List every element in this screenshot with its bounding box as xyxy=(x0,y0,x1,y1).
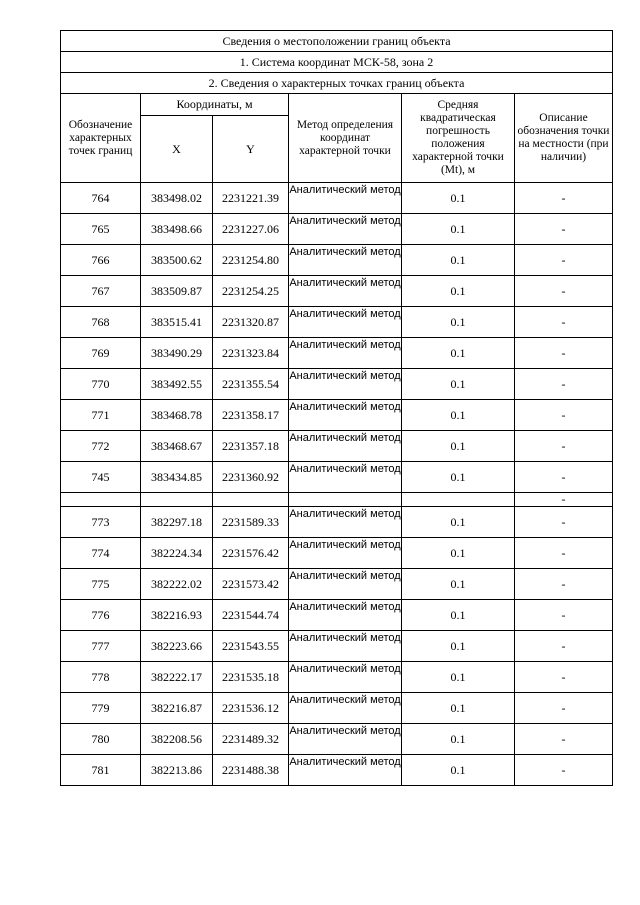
x-cell: 382208.56 xyxy=(141,724,213,755)
x-cell: 382216.87 xyxy=(141,693,213,724)
x-cell: 383468.78 xyxy=(141,400,213,431)
y-cell: 2231489.32 xyxy=(213,724,289,755)
point-cell: 781 xyxy=(61,755,141,786)
table-row xyxy=(61,183,613,214)
method-cell: Аналитический метод xyxy=(289,631,402,662)
method-cell: Аналитический метод xyxy=(289,724,402,755)
x-cell: 383498.02 xyxy=(141,183,213,214)
description-cell: - xyxy=(515,183,613,214)
y-cell: 2231254.25 xyxy=(213,276,289,307)
description-cell: - xyxy=(515,338,613,369)
point-cell: 775 xyxy=(61,569,141,600)
error-cell: 0.1 xyxy=(402,600,515,631)
table-row xyxy=(61,631,613,662)
coordinate-system-row xyxy=(61,52,613,73)
table-row xyxy=(61,400,613,431)
table-row xyxy=(61,307,613,338)
table-row xyxy=(61,600,613,631)
description-cell: - xyxy=(515,369,613,400)
y-cell: 2231544.74 xyxy=(213,600,289,631)
table-row xyxy=(61,662,613,693)
table-row xyxy=(61,538,613,569)
y-cell: 2231320.87 xyxy=(213,307,289,338)
method-cell: Аналитический метод xyxy=(289,431,402,462)
error-cell: 0.1 xyxy=(402,631,515,662)
x-cell: 383498.66 xyxy=(141,214,213,245)
header-error: Средняя квадратическая погрешность положения характерной точки (Mt), м xyxy=(402,94,515,183)
error-cell: 0.1 xyxy=(402,183,515,214)
description-cell: - xyxy=(515,724,613,755)
x-cell: 383515.41 xyxy=(141,307,213,338)
x-cell: 382223.66 xyxy=(141,631,213,662)
y-cell: 2231221.39 xyxy=(213,183,289,214)
table-row xyxy=(61,369,613,400)
points-section-title: 2. Сведения о характерных точках границ объекта xyxy=(61,73,613,94)
description-cell: - xyxy=(515,662,613,693)
point-cell: 745 xyxy=(61,462,141,493)
error-cell: 0.1 xyxy=(402,538,515,569)
method-cell xyxy=(289,493,402,507)
method-cell: Аналитический метод xyxy=(289,600,402,631)
table-row xyxy=(61,338,613,369)
point-cell: 774 xyxy=(61,538,141,569)
description-cell: - xyxy=(515,693,613,724)
y-cell: 2231576.42 xyxy=(213,538,289,569)
point-cell: 770 xyxy=(61,369,141,400)
x-cell: 383492.55 xyxy=(141,369,213,400)
y-cell: 2231589.33 xyxy=(213,507,289,538)
y-cell: 2231358.17 xyxy=(213,400,289,431)
method-cell: Аналитический метод xyxy=(289,693,402,724)
boundary-points-table xyxy=(60,30,613,786)
table-row xyxy=(61,276,613,307)
error-cell: 0.1 xyxy=(402,338,515,369)
header-coordinates: Координаты, м xyxy=(141,94,289,116)
y-cell: 2231488.38 xyxy=(213,755,289,786)
error-cell: 0.1 xyxy=(402,431,515,462)
y-cell: 2231323.84 xyxy=(213,338,289,369)
method-cell: Аналитический метод xyxy=(289,755,402,786)
method-cell: Аналитический метод xyxy=(289,245,402,276)
error-cell: 0.1 xyxy=(402,307,515,338)
error-cell: 0.1 xyxy=(402,276,515,307)
x-cell: 382224.34 xyxy=(141,538,213,569)
y-cell xyxy=(213,493,289,507)
point-cell: 769 xyxy=(61,338,141,369)
table-row xyxy=(61,724,613,755)
error-cell: 0.1 xyxy=(402,569,515,600)
description-cell: - xyxy=(515,245,613,276)
method-cell: Аналитический метод xyxy=(289,276,402,307)
error-cell xyxy=(402,493,515,507)
x-cell: 383468.67 xyxy=(141,431,213,462)
table-row xyxy=(61,214,613,245)
error-cell: 0.1 xyxy=(402,693,515,724)
table-row xyxy=(61,693,613,724)
point-cell: 771 xyxy=(61,400,141,431)
x-cell: 383509.87 xyxy=(141,276,213,307)
method-cell: Аналитический метод xyxy=(289,400,402,431)
y-cell: 2231227.06 xyxy=(213,214,289,245)
table-row xyxy=(61,755,613,786)
y-cell: 2231254.80 xyxy=(213,245,289,276)
error-cell: 0.1 xyxy=(402,214,515,245)
table-row xyxy=(61,245,613,276)
description-cell: - xyxy=(515,493,613,507)
x-cell: 382213.86 xyxy=(141,755,213,786)
description-cell: - xyxy=(515,462,613,493)
point-cell: 772 xyxy=(61,431,141,462)
method-cell: Аналитический метод xyxy=(289,369,402,400)
point-cell: 776 xyxy=(61,600,141,631)
header-y: Y xyxy=(213,116,289,183)
point-cell: 768 xyxy=(61,307,141,338)
table-title: Сведения о местоположении границ объекта xyxy=(61,31,613,52)
y-cell: 2231543.55 xyxy=(213,631,289,662)
point-cell: 765 xyxy=(61,214,141,245)
x-cell: 383434.85 xyxy=(141,462,213,493)
error-cell: 0.1 xyxy=(402,369,515,400)
table-row xyxy=(61,507,613,538)
header-method: Метод определения координат характерной точки xyxy=(289,94,402,183)
header-description: Описание обозначения точки на местности (при наличии) xyxy=(515,94,613,183)
description-cell: - xyxy=(515,276,613,307)
description-cell: - xyxy=(515,431,613,462)
x-cell: 382297.18 xyxy=(141,507,213,538)
method-cell: Аналитический метод xyxy=(289,183,402,214)
description-cell: - xyxy=(515,569,613,600)
description-cell: - xyxy=(515,755,613,786)
method-cell: Аналитический метод xyxy=(289,338,402,369)
description-cell: - xyxy=(515,631,613,662)
table-title-row xyxy=(61,31,613,52)
description-cell: - xyxy=(515,307,613,338)
point-cell: 773 xyxy=(61,507,141,538)
description-cell: - xyxy=(515,214,613,245)
error-cell: 0.1 xyxy=(402,662,515,693)
method-cell: Аналитический метод xyxy=(289,214,402,245)
point-cell: 780 xyxy=(61,724,141,755)
y-cell: 2231357.18 xyxy=(213,431,289,462)
y-cell: 2231355.54 xyxy=(213,369,289,400)
x-cell: 383490.29 xyxy=(141,338,213,369)
error-cell: 0.1 xyxy=(402,462,515,493)
x-cell: 383500.62 xyxy=(141,245,213,276)
method-cell: Аналитический метод xyxy=(289,538,402,569)
point-cell: 767 xyxy=(61,276,141,307)
points-section-row xyxy=(61,73,613,94)
description-cell: - xyxy=(515,507,613,538)
error-cell: 0.1 xyxy=(402,245,515,276)
x-cell: 382216.93 xyxy=(141,600,213,631)
point-cell: 777 xyxy=(61,631,141,662)
description-cell: - xyxy=(515,400,613,431)
x-cell: 382222.02 xyxy=(141,569,213,600)
table-row xyxy=(61,462,613,493)
y-cell: 2231360.92 xyxy=(213,462,289,493)
method-cell: Аналитический метод xyxy=(289,507,402,538)
y-cell: 2231536.12 xyxy=(213,693,289,724)
point-cell: 766 xyxy=(61,245,141,276)
method-cell: Аналитический метод xyxy=(289,569,402,600)
method-cell: Аналитический метод xyxy=(289,307,402,338)
point-cell: 778 xyxy=(61,662,141,693)
y-cell: 2231573.42 xyxy=(213,569,289,600)
error-cell: 0.1 xyxy=(402,724,515,755)
description-cell: - xyxy=(515,600,613,631)
point-cell xyxy=(61,493,141,507)
table-row xyxy=(61,431,613,462)
error-cell: 0.1 xyxy=(402,400,515,431)
table-row xyxy=(61,569,613,600)
x-cell xyxy=(141,493,213,507)
y-cell: 2231535.18 xyxy=(213,662,289,693)
method-cell: Аналитический метод xyxy=(289,462,402,493)
header-point-label: Обозначение характерных точек границ xyxy=(61,94,141,183)
x-cell: 382222.17 xyxy=(141,662,213,693)
coordinate-system: 1. Система координат МСК-58, зона 2 xyxy=(61,52,613,73)
method-cell: Аналитический метод xyxy=(289,662,402,693)
error-cell: 0.1 xyxy=(402,507,515,538)
header-row-1 xyxy=(61,94,613,116)
header-x: X xyxy=(141,116,213,183)
error-cell: 0.1 xyxy=(402,755,515,786)
description-cell: - xyxy=(515,538,613,569)
table-row xyxy=(61,493,613,507)
point-cell: 779 xyxy=(61,693,141,724)
point-cell: 764 xyxy=(61,183,141,214)
